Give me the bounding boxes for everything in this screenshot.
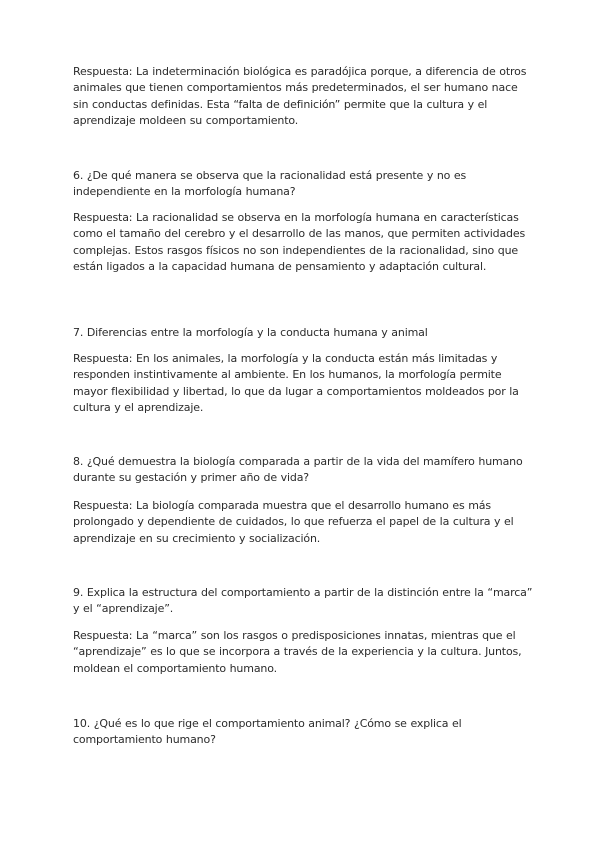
answer-7: Respuesta: En los animales, la morfología y la conducta están más limitadas y responden instintivamente al ambiente. En los humanos, la morfología permite mayor flexibilidad y libertad, lo que da lugar a comportamientos moldeados por la cultura y el aprendizaje.	[73, 352, 519, 415]
answer-6: Respuesta: La racionalidad se observa en la morfología humana en características como el tamaño del cerebro y el desarrollo de las manos, que permiten actividades complejas. Estos rasgos físicos no son independientes de la racionalidad, sino que están ligados a la capacidad humana de pensamiento y adaptación cultural.	[73, 211, 526, 274]
answer-8: Respuesta: La biología comparada muestra que el desarrollo humano es más prolongado y dependiente de cuidados, lo que refuerza el papel de la cultura y el aprendizaje en su crecimiento y socialización.	[73, 499, 514, 545]
question-6: 6. ¿De qué manera se observa que la racionalidad está presente y no es independiente en la morfología humana?	[73, 169, 467, 199]
question-7: 7. Diferencias entre la morfología y la conducta humana y animal	[73, 326, 428, 339]
question-8: 8. ¿Qué demuestra la biología comparada a partir de la vida del mamífero humano durante su gestación y primer año de vida?	[73, 455, 523, 485]
question-10: 10. ¿Qué es lo que rige el comportamiento animal? ¿Cómo se explica el comportamiento humano?	[73, 717, 462, 747]
answer-5: Respuesta: La indeterminación biológica es paradójica porque, a diferencia de otros animales que tienen comportamientos más predeterminados, el ser humano nace sin conductas definidas. Esta “falta de definición” permite que la cultura y el aprendizaje moldeen su comportamiento.	[73, 65, 527, 128]
question-9: 9. Explica la estructura del comportamiento a partir de la distinción entre la “marca” y el “aprendizaje”.	[73, 586, 533, 616]
answer-9: Respuesta: La “marca” son los rasgos o predisposiciones innatas, mientras que el “aprendizaje” es lo que se incorpora a través de la experiencia y la cultura. Juntos, moldean el comportamiento humano.	[73, 629, 522, 675]
